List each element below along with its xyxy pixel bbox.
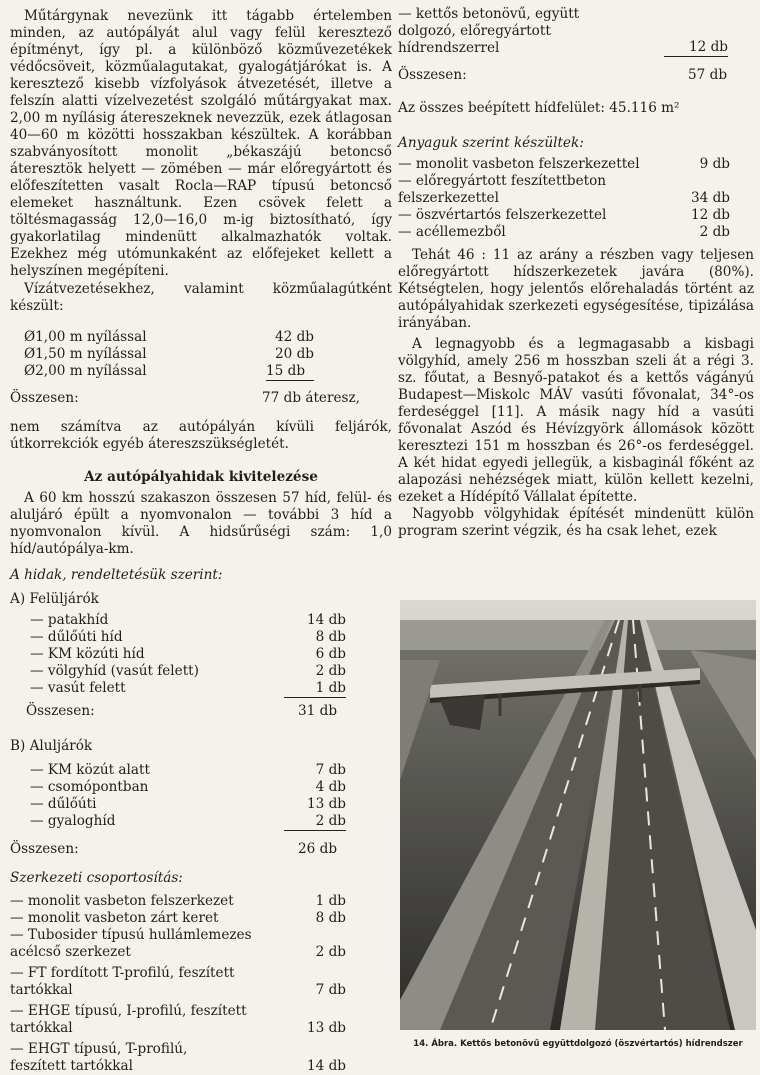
item-value: 13 db [306,1020,346,1036]
list-item [30,612,346,629]
item-value: 7 db [315,762,346,778]
item-label: — acéllemezből [398,224,506,240]
item-label: — előregyártott feszítettbeton felszerkezettel [398,173,607,206]
culverts-total [10,390,392,407]
item-value: 12 db [690,207,730,223]
intro-paragraph: Műtárgynak nevezünk itt tágabb értelemben minden, az autópályát alul vagy felül keresztező építményt, így pl. a különböző közművezetékek védőcsöveit, közműalagutakat, gyalogátjárókat is. A keresztező kisebb vízfolyások átvezetését, illetve a felszín alatti vízelvezetést szolgáló műtárgyakat max. 2,00 m nyílásig átereszeknek nevezzük, ezek átlagosan 40—60 m közötti hosszakban készültek. A korábban szabványosított monolit „békaszájú betoncső áteresztök helyett — zömében — már előregyártott és előfeszítetten vasalt Rocla—RAP típusú betoncső elemeket használtunk. Ezen csövek felett a töltésmagasság 12,0—16,0 m-ig biztosítható, így gyakorlatilag mindenütt alkalmazhatók voltak. Ezekhez még utómunkaként az előfejeket kellett a helyszínen megépíteni. [10,8,392,279]
list-item [30,629,346,646]
culverts-note: nem számítva az autópályán kívüli feljárók, útkorrekciók egyéb átereszszükségletét. [10,419,392,452]
list-item [10,893,346,910]
total-value: 31 db [298,703,338,719]
underpass-list [10,762,346,831]
right-column [398,0,754,540]
item-label: — monolit vasbeton felszerkezet [10,893,234,909]
left-column [10,0,392,1075]
item-value: 8 db [315,910,346,926]
item-label: — EHGT típusú, T-profilú, feszített tartókkal [10,1041,188,1074]
overpass-title: A) Felüljárók [10,591,99,607]
total-label: Összesen: [26,703,95,719]
culvert-value: 42 db [274,329,314,345]
culvert-label: Ø1,50 m nyílással [24,346,147,362]
culvert-list [10,329,314,381]
item-label: — csomópontban [30,779,149,795]
list-item [30,663,346,680]
item-value: 7 db [315,982,346,998]
item-label: — KM közúti híd [30,646,145,662]
item-value: 14 db [306,1058,346,1074]
list-item [398,6,728,57]
item-label: — dűlőúti híd [30,629,123,645]
list-item [30,680,346,698]
list-item [30,813,346,831]
total-label: Összesen: [398,67,467,83]
list-item [24,346,314,363]
item-label: — kettős betonövű, együtt dolgozó, előregyártott hídrendszerrel [398,6,580,56]
item-label: — Tubosider típusú hullámlemezes acélcső szerkezet [10,927,252,960]
item-value: 12 db [664,39,728,57]
struct-title: Szerkezeti csoportosítás: [10,870,183,886]
list-item [30,646,346,663]
item-label: — monolit vasbeton zárt keret [10,910,219,926]
list-item [10,910,346,927]
item-value: 13 db [306,796,346,812]
program-paragraph: Nagyobb völgyhidak építését mindenütt külön program szerint végzik, és ha csak lehet, ezek [398,506,754,539]
total-value: 26 db [298,841,338,857]
struct-list [10,893,346,1075]
total-label: Összesen: [10,841,79,857]
list-item [10,1041,346,1075]
item-value: 34 db [690,190,730,206]
overpass-total [10,703,392,720]
item-label: — EHGE típusú, I-profilú, feszített tartókkal [10,1003,247,1036]
total-value: 57 db [688,67,728,83]
underpass-title: B) Aluljárók [10,738,93,754]
list-item [30,779,346,796]
item-label: — öszvértartós felszerkezettel [398,207,607,223]
figure-caption: 14. Ábra. Kettős betonövű együttdolgozó (öszvértartós) hídrendszer [413,1039,743,1049]
item-value: 4 db [315,779,346,795]
item-value: 2 db [315,663,346,679]
section-heading: Az autópályahidak kivitelezése [84,469,318,485]
item-value: 2 db [284,813,346,831]
underpass-total [10,841,392,858]
list-item [398,156,730,173]
item-value: 14 db [306,612,346,628]
culvert-label: Ø1,00 m nyílással [24,329,147,345]
item-value: 9 db [699,156,730,172]
item-label: — völgyhíd (vasút felett) [30,663,199,679]
top-total [398,67,754,84]
total-value: 77 db áteresz, [262,390,360,406]
item-label: — KM közút alatt [30,762,150,778]
item-value: 1 db [315,893,346,909]
viz-intro: Vízátvezetésekhez, valamint közműalagútként készült: [10,281,392,314]
ratio-paragraph: Tehát 46 : 11 az arány a részben vagy teljesen előregyártott hídszerkezetek javára (80%). Kétségtelen, hogy jelentős előrehaladás történt az autópályahidak szerkezeti egységesítése, tipizálása irányában. [398,247,754,331]
item-value: 8 db [315,629,346,645]
list-item [398,207,730,224]
surface-line: Az összes beépített hídfelület: 45.116 m² [398,100,680,116]
overpass-list [10,612,346,698]
item-label: — monolit vasbeton felszerkezettel [398,156,640,172]
item-label: — dűlőúti [30,796,97,812]
culvert-label: Ø2,00 m nyílással [24,363,147,379]
material-list [398,156,730,241]
list-item [10,1003,346,1037]
list-item [10,927,346,961]
highway-photo-image [400,600,756,1030]
list-item [24,329,314,346]
list-item [10,965,346,999]
total-label: Összesen: [10,390,79,406]
item-label: — FT fordított T-profilú, feszített tartókkal [10,965,235,998]
item-value: 6 db [315,646,346,662]
top-item [398,6,728,57]
item-label: — vasút felett [30,680,126,696]
item-label: — gyaloghíd [30,813,116,829]
list-item [30,796,346,813]
culvert-value: 20 db [274,346,314,362]
list-item [30,762,346,779]
list-item [398,224,730,241]
highway-bridge-photo [400,600,756,1030]
item-value: 1 db [284,680,346,698]
item-label: — patakhíd [30,612,109,628]
list-item [398,173,730,207]
culvert-value: 15 db [266,363,314,381]
material-title: Anyaguk szerint készültek: [398,135,584,151]
valley-bridge-paragraph: A legnagyobb és a legmagasabb a kisbagi völgyhíd, amely 256 m hosszban szeli át a régi 3. sz. főutat, a Besnyő-patakot és a kettős vágányú Budapest—Miskolc MÁV vasúti fővonalat, 34°-os ferdeséggel [11]. A másik nagy híd a vasúti fővonalat Aszód és Hévízgyörk állomások között keresztezi 151 m hosszban és 26°-os ferdeséggel. A két hidat egyedi jellegük, a kisbaginál főként az alapozási nehézségek miatt, külön kellett kezelni, ezeket a Hídépítő Vállalat építette. [398,336,754,505]
item-value: 2 db [315,944,346,960]
item-value: 2 db [699,224,730,240]
purpose-title: A hidak, rendeltetésük szerint: [10,567,223,583]
section-paragraph: A 60 km hosszú szakaszon összesen 57 híd, felül- és aluljáró épült a nyomvonalon — további 3 híd a nyomvonalon kívül. A hidsűrűségi szám: 1,0 híd/autópálya-km. [10,490,392,557]
list-item [24,363,314,381]
